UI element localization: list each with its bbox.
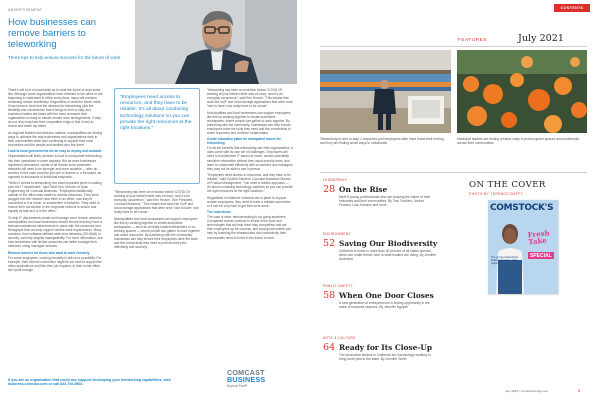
- story-entry[interactable]: [323, 178, 438, 208]
- logo-tagline: Beyond Fast®: [227, 384, 248, 388]
- on-the-cover-heading: ON THE COVER: [469, 180, 546, 190]
- body-paragraph: Regardless of whatever solutions are in place to support remote employees, they need to have a reliable connection, or it can be very hard to get their work done.: [207, 195, 292, 208]
- body-paragraph: Municipalities and local businesses can support employees like this by working together to create accessible workspaces — such as centrally located telecenters or co-working spaces — where people can gather to work together and share resources. By partnering with the community, businesses can help ensure their employees have the tools and the connectivity they need to perform their jobs effectively and securely.: [114, 216, 200, 249]
- feature-photo-office: [320, 50, 451, 133]
- body-paragraph: To help IT departments create and manage more remote networks, municipalities and local businesses should ensure that they have a telecommunications infrastructure in place with the resources and throughput that can help support remote work requirements. Many solutions, from software-defined wide area networks (SD-WAN) to security, can help simplify manageability. For more information, see how businesses with limited resources can better manage their networks, using managed services.: [8, 215, 103, 249]
- story-dek: Meet 8 young professionals who are shaping the future of their industries and their communities. By Tom Tomkins, Jordan Ferrario, Lisa Johnson and more.: [339, 195, 431, 208]
- pull-quote: [114, 88, 200, 184]
- issue-date: July 2021: [518, 33, 564, 44]
- body-paragraph: There's still a lot of uncertainty as to what the future of work looks like. Although some organizations have returned to the office or are beginning to implement in-office work plans, many still envision remaining remote indefinitely. Regardless of what the future holds, it has become clear that the demand for teleworking plus the flexibility and convenience that it brings is here to stay, and business leaders are faced with the need to ensure their organization is ready to handle remote work arrangements. If they do not, they may lose their competitive edge or find it hard to recruit and retain top talent.: [8, 88, 103, 129]
- cover-overlay-text: Fresh Take: [527, 228, 551, 247]
- article-column-2: [114, 190, 200, 251]
- body-paragraph: Organizations will likely continue to look to incorporate teleworking into their operations in some capacity. But as more businesses implement permanent, hybrid or all remote work schedules, networks will need to be stronger and more scalable — after all, workers in this case could be just one in dozens or a thousand, as opposed to thousands of individual endpoints.: [8, 154, 102, 179]
- body-paragraph: For some employees, working remotely is still not a possibility. For example, their internet connection might be too slow to support the video applications and files their job requires, or their home office isn't quiet enough.: [8, 255, 102, 272]
- article-column-3: [207, 88, 293, 242]
- story-category: ARTS & CULTURE: [323, 336, 356, 340]
- story-dek: California is home to more than 30 percent of all native species, which are under threat; here is what leaders are doing. By Jennifer Anderson: [339, 249, 437, 262]
- magazine-cover[interactable]: [488, 200, 558, 294]
- logo-word-business: BUSINESS: [227, 375, 266, 384]
- folio-text: July 2021 | comstocksmag.com: [505, 389, 549, 393]
- body-paragraph: "Teleworking has been an evolution before COVID-19; working at your kitchen table was a luxury; now it's an everyday occurrence," said Erin Hoover, Vice President, Comcast Business. "This means that tools like VoIP and cloud storage applications that were once 'nice to have' now really have to be robust.": [114, 190, 199, 215]
- story-page-number: 64: [323, 342, 336, 353]
- story-dek: The production studios in California are increasingly working to bring more jobs to the state. By Jennifer Smith: [339, 353, 431, 362]
- office-illustration: [320, 50, 451, 133]
- story-title: When One Door Closes: [339, 291, 434, 300]
- contents-tab-label: CONTENTS: [560, 6, 584, 10]
- body-paragraph: "When it comes to teleworking, the most important piece is making sure the IT department," said Scott Hull, Director of Data Engineering for Comcast Business. "Employees traditionally outside of the office want easier to access resources. They were plugged into the network near them in an office; now they're connected to it at home, or somewhere in between. They need to ensure their connection to the corporate network is secure and equally as fast as it is in the office.": [8, 181, 102, 214]
- call-to-action: If you are an organization that could use support developing your teleworking capabilities, visit business.comcast.com or call 833-726-9801.: [8, 378, 171, 387]
- section-heading: Look to local governments for an easy to deploy and scalable: [8, 149, 102, 154]
- story-category: LEADERSHIP: [323, 178, 348, 182]
- cover-photo-credit: PHOTO BY TERENCE DUFFY: [469, 192, 524, 196]
- logo-word-comcast: COMCAST: [227, 368, 265, 377]
- story-category: ENVIRONMENT: [323, 232, 351, 236]
- feature-caption-office: Teleworking is here to stay. Companies and employees alike have found their footing, and they are finding smart ways to collaborate.: [320, 137, 445, 146]
- story-dek: A new generation of entrepreneurs is finding opportunity in the wake of business closures. By Jennifer Nguyen: [339, 301, 430, 310]
- right-page-contents: [300, 0, 600, 401]
- cover-blurb: The young professionals shaping the future of the region: [491, 256, 519, 265]
- story-title: Ready for Its Close-Up: [339, 343, 433, 352]
- article-subhead: Three tips to help ensure success for the future of work: [8, 55, 121, 60]
- pull-quote-text: “Employees need access to resources, and they have to be reliable. It’s all about combining technology solutions so you can provide the right resources at the right locations.”: [120, 95, 192, 132]
- story-entry[interactable]: [323, 284, 438, 310]
- cover-masthead: COMSTOCK'S: [490, 203, 554, 213]
- advertisement-label: ADVERTISEMENT: [8, 8, 43, 12]
- poppies-illustration: [457, 50, 587, 133]
- story-page-number: 58: [323, 290, 336, 301]
- cover-illustration: [488, 200, 558, 294]
- header-bar: [300, 0, 600, 18]
- cover-tag: SPECIAL: [530, 252, 552, 259]
- header-rule: [320, 46, 587, 47]
- story-page-number: 52: [323, 238, 336, 249]
- section-heading: Remove barriers for those who want to work remotely: [8, 250, 90, 255]
- businessman-photo: [135, 0, 297, 84]
- comcast-business-logo: [227, 369, 295, 389]
- folio-page-number: 5: [578, 388, 581, 393]
- contents-tab: [554, 4, 590, 12]
- feature-photo-poppies: [457, 50, 587, 133]
- story-category: PUBLIC SAFETY: [323, 284, 353, 288]
- body-paragraph: The case is clear: telecommuting is not going anywhere. Companies should continue to invest in the tools and technologies that will help them stay competitive and set their employees up for success, and local governments can help by fostering the infrastructure and connectivity their communities need to thrive in the future of work.: [207, 215, 291, 240]
- body-paragraph: "Employees need access to resources, and they have to be reliable," said Cynthia Sanders, Comcast Business Director of Product Management. "You need a holistic approach — it's about combining technology solutions so you can provide the right resources at the right locations.": [207, 173, 293, 194]
- story-entry[interactable]: [323, 232, 438, 262]
- article-headline: How businesses can remove barriers to teleworking: [8, 17, 96, 50]
- article-column-1: [8, 88, 103, 274]
- body-paragraph: Municipalities and local businesses can support employees like this by working together to create accessible workspaces, where people can gather to work together. By partnering with the community, businesses can help ensure employees have the tools they need and the connectivity to share resources and continue collaboration.: [207, 110, 291, 135]
- businessman-illustration: [135, 0, 297, 84]
- features-label: FEATURES: [458, 37, 487, 42]
- body-paragraph: As regional leaders and decision makers, municipalities are finding ways to optimize the way businesses and organizations work in their communities while also continuing to support their local economies and the people and families who live there.: [8, 130, 103, 147]
- section-heading: Create education plans for anticipated issues for teleworking: [207, 137, 281, 146]
- feature-caption-poppies: Municipal leaders are finding creative ways to protect green spaces and biodiversity across their communities.: [457, 137, 580, 146]
- story-title: On the Rise: [339, 185, 388, 194]
- body-paragraph: "Networking has been an evolution before COVID-19; working at your kitchen table was a luxury; now it's an everyday occurrence," said Erin Hoover. "This means that tools like VoIP and cloud storage applications that were once 'nice to have' now really have to be robust.": [207, 88, 293, 109]
- section-rule: [320, 172, 587, 173]
- story-title: Saving Our Biodiversity: [339, 239, 438, 248]
- story-entry[interactable]: [323, 336, 438, 362]
- body-paragraph: For all the benefits that teleworking can offer organizations, it does come with its own set of challenges. Employees will need to troubleshoot IT issues at home, access potentially sensitive information without their usual security team, and learn to collaborate efficiently with co-workers and managers they may not be able to see in person.: [207, 146, 293, 171]
- story-page-number: 28: [323, 184, 336, 195]
- section-heading: The road ahead: [207, 210, 231, 215]
